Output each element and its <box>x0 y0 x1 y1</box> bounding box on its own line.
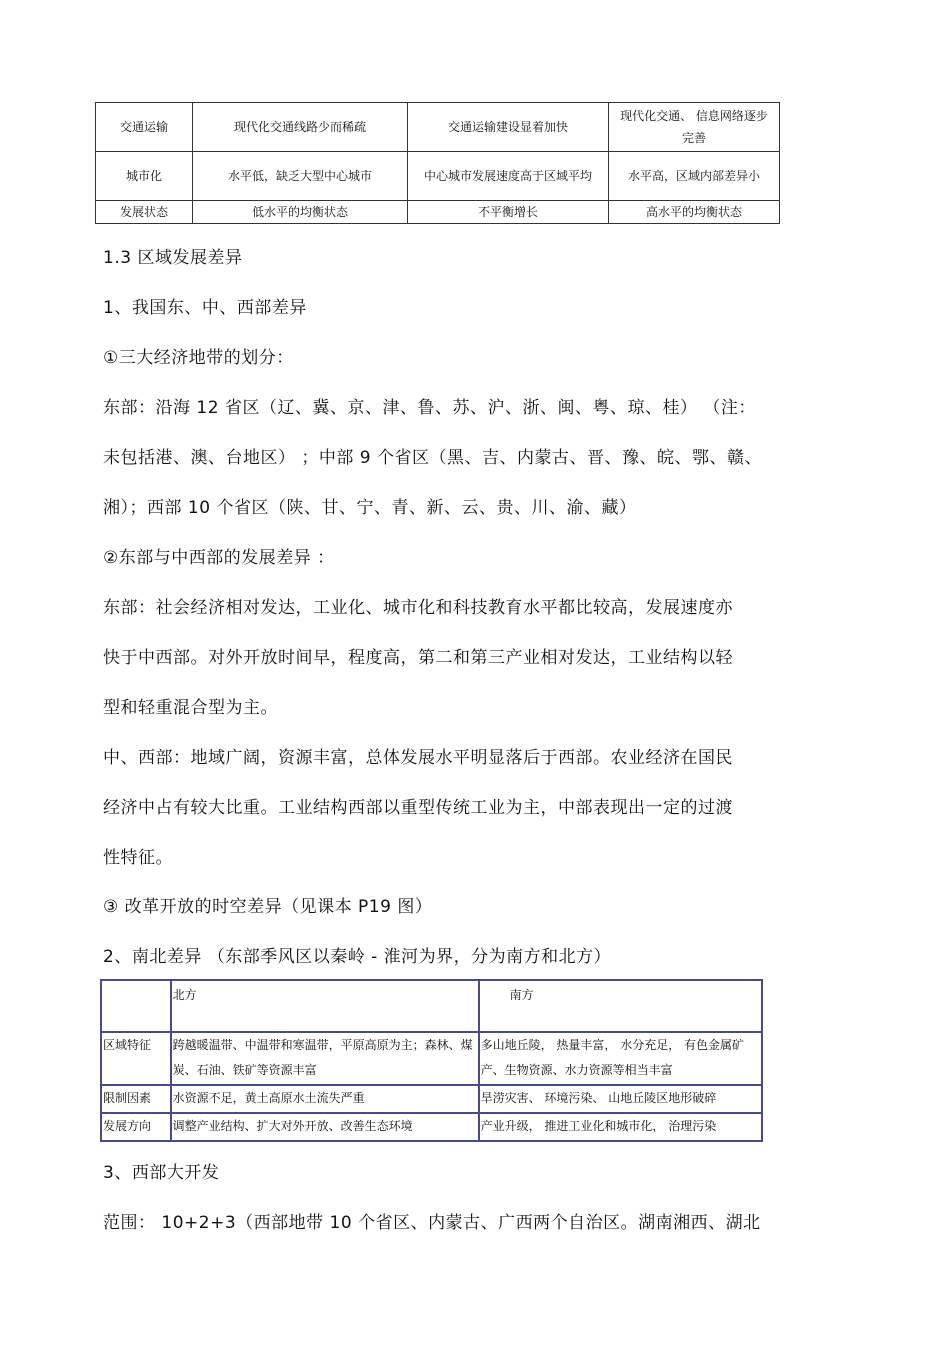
table-row <box>101 1085 762 1113</box>
table-row <box>96 103 780 152</box>
table-cell: 发展方向 <box>101 1113 171 1141</box>
table-cell: 水平低，缺乏大型中心城市 <box>193 152 408 201</box>
table-cell: 水资源不足，黄土高原水土流失严重 <box>171 1085 479 1113</box>
table-header-cell <box>101 980 171 1032</box>
table-cell: 现代化交通线路少而稀疏 <box>193 103 408 152</box>
table-header-cell: 北方 <box>171 980 479 1032</box>
table-cell: 交通运输 <box>96 103 193 152</box>
subsection-heading: 3、西部大开发 <box>103 1163 220 1183</box>
table-cell: 旱涝灾害、 环境污染、 山地丘陵区地形破碎 <box>479 1085 762 1113</box>
paragraph-line: 湘）；西部 10 个省区（陕、甘、宁、青、新、云、贵、川、渝、藏） <box>103 498 637 518</box>
comparison-table-top <box>95 102 780 224</box>
table-cell: 跨越暖温带、中温带和寒温带，平原高原为主；森林、煤炭、石油、铁矿等资源丰富 <box>171 1032 479 1085</box>
table-cell: 低水平的均衡状态 <box>193 201 408 224</box>
table-cell: 不平衡增长 <box>408 201 609 224</box>
table-row <box>101 1113 762 1141</box>
subsection-heading: 2、南北差异 （东部季风区以秦岭 - 淮河为界，分为南方和北方） <box>103 947 612 967</box>
table-header-cell: 南方 <box>479 980 762 1032</box>
table-cell: 城市化 <box>96 152 193 201</box>
table-row <box>96 152 780 201</box>
paragraph-line: 型和轻重混合型为主。 <box>103 698 278 718</box>
paragraph-line: 未包括港、澳、台地区） ；中部 9 个省区（黑、吉、内蒙古、晋、豫、皖、鄂、赣、 <box>103 448 763 468</box>
paragraph-line: ①三大经济地带的划分： <box>103 348 294 368</box>
table-cell: 多山地丘陵， 热量丰富， 水分充足， 有色金属矿产、生物资源、水力资源等相当丰富 <box>479 1032 762 1085</box>
paragraph-line: 东部：沿海 12 省区（辽、冀、京、津、鲁、苏、沪、浙、闽、粤、琼、桂） （注： <box>103 398 756 418</box>
table-header-row <box>101 980 762 1032</box>
subsection-heading: 1、我国东、中、西部差异 <box>103 298 307 318</box>
table-cell: 产业升级， 推进工业化和城市化， 治理污染 <box>479 1113 762 1141</box>
table-cell: 现代化交通、 信息网络逐步完善 <box>609 103 780 152</box>
section-heading: 1.3 区域发展差异 <box>103 248 243 268</box>
north-south-table <box>100 979 763 1142</box>
table-cell: 发展状态 <box>96 201 193 224</box>
paragraph-line: 快于中西部。对外开放时间早，程度高，第二和第三产业相对发达，工业结构以轻 <box>103 648 733 668</box>
paragraph-line: 东部：社会经济相对发达，工业化、城市化和科技教育水平都比较高，发展速度亦 <box>103 598 733 618</box>
paragraph-line: ③ 改革开放的时空差异（见课本 P19 图） <box>103 897 433 917</box>
paragraph-line: ②东部与中西部的发展差异 ： <box>103 548 335 568</box>
table-cell: 区域特征 <box>101 1032 171 1085</box>
paragraph-line: 性特征。 <box>103 848 173 868</box>
table-cell: 交通运输建设显着加快 <box>408 103 609 152</box>
table-cell: 中心城市发展速度高于区域平均 <box>408 152 609 201</box>
paragraph-line: 中、西部：地域广阔，资源丰富，总体发展水平明显落后于西部。农业经济在国民 <box>103 748 733 768</box>
table-row <box>96 201 780 224</box>
table-cell: 限制因素 <box>101 1085 171 1113</box>
paragraph-line: 范围： 10+2+3（西部地带 10 个省区、内蒙古、广西两个自治区。湖南湘西、湖北 <box>103 1213 761 1233</box>
paragraph-line: 经济中占有较大比重。工业结构西部以重型传统工业为主，中部表现出一定的过渡 <box>103 798 733 818</box>
table-row <box>101 1032 762 1085</box>
table-cell: 水平高，区域内部差异小 <box>609 152 780 201</box>
table-cell: 调整产业结构、扩大对外开放、改善生态环境 <box>171 1113 479 1141</box>
table-cell: 高水平的均衡状态 <box>609 201 780 224</box>
